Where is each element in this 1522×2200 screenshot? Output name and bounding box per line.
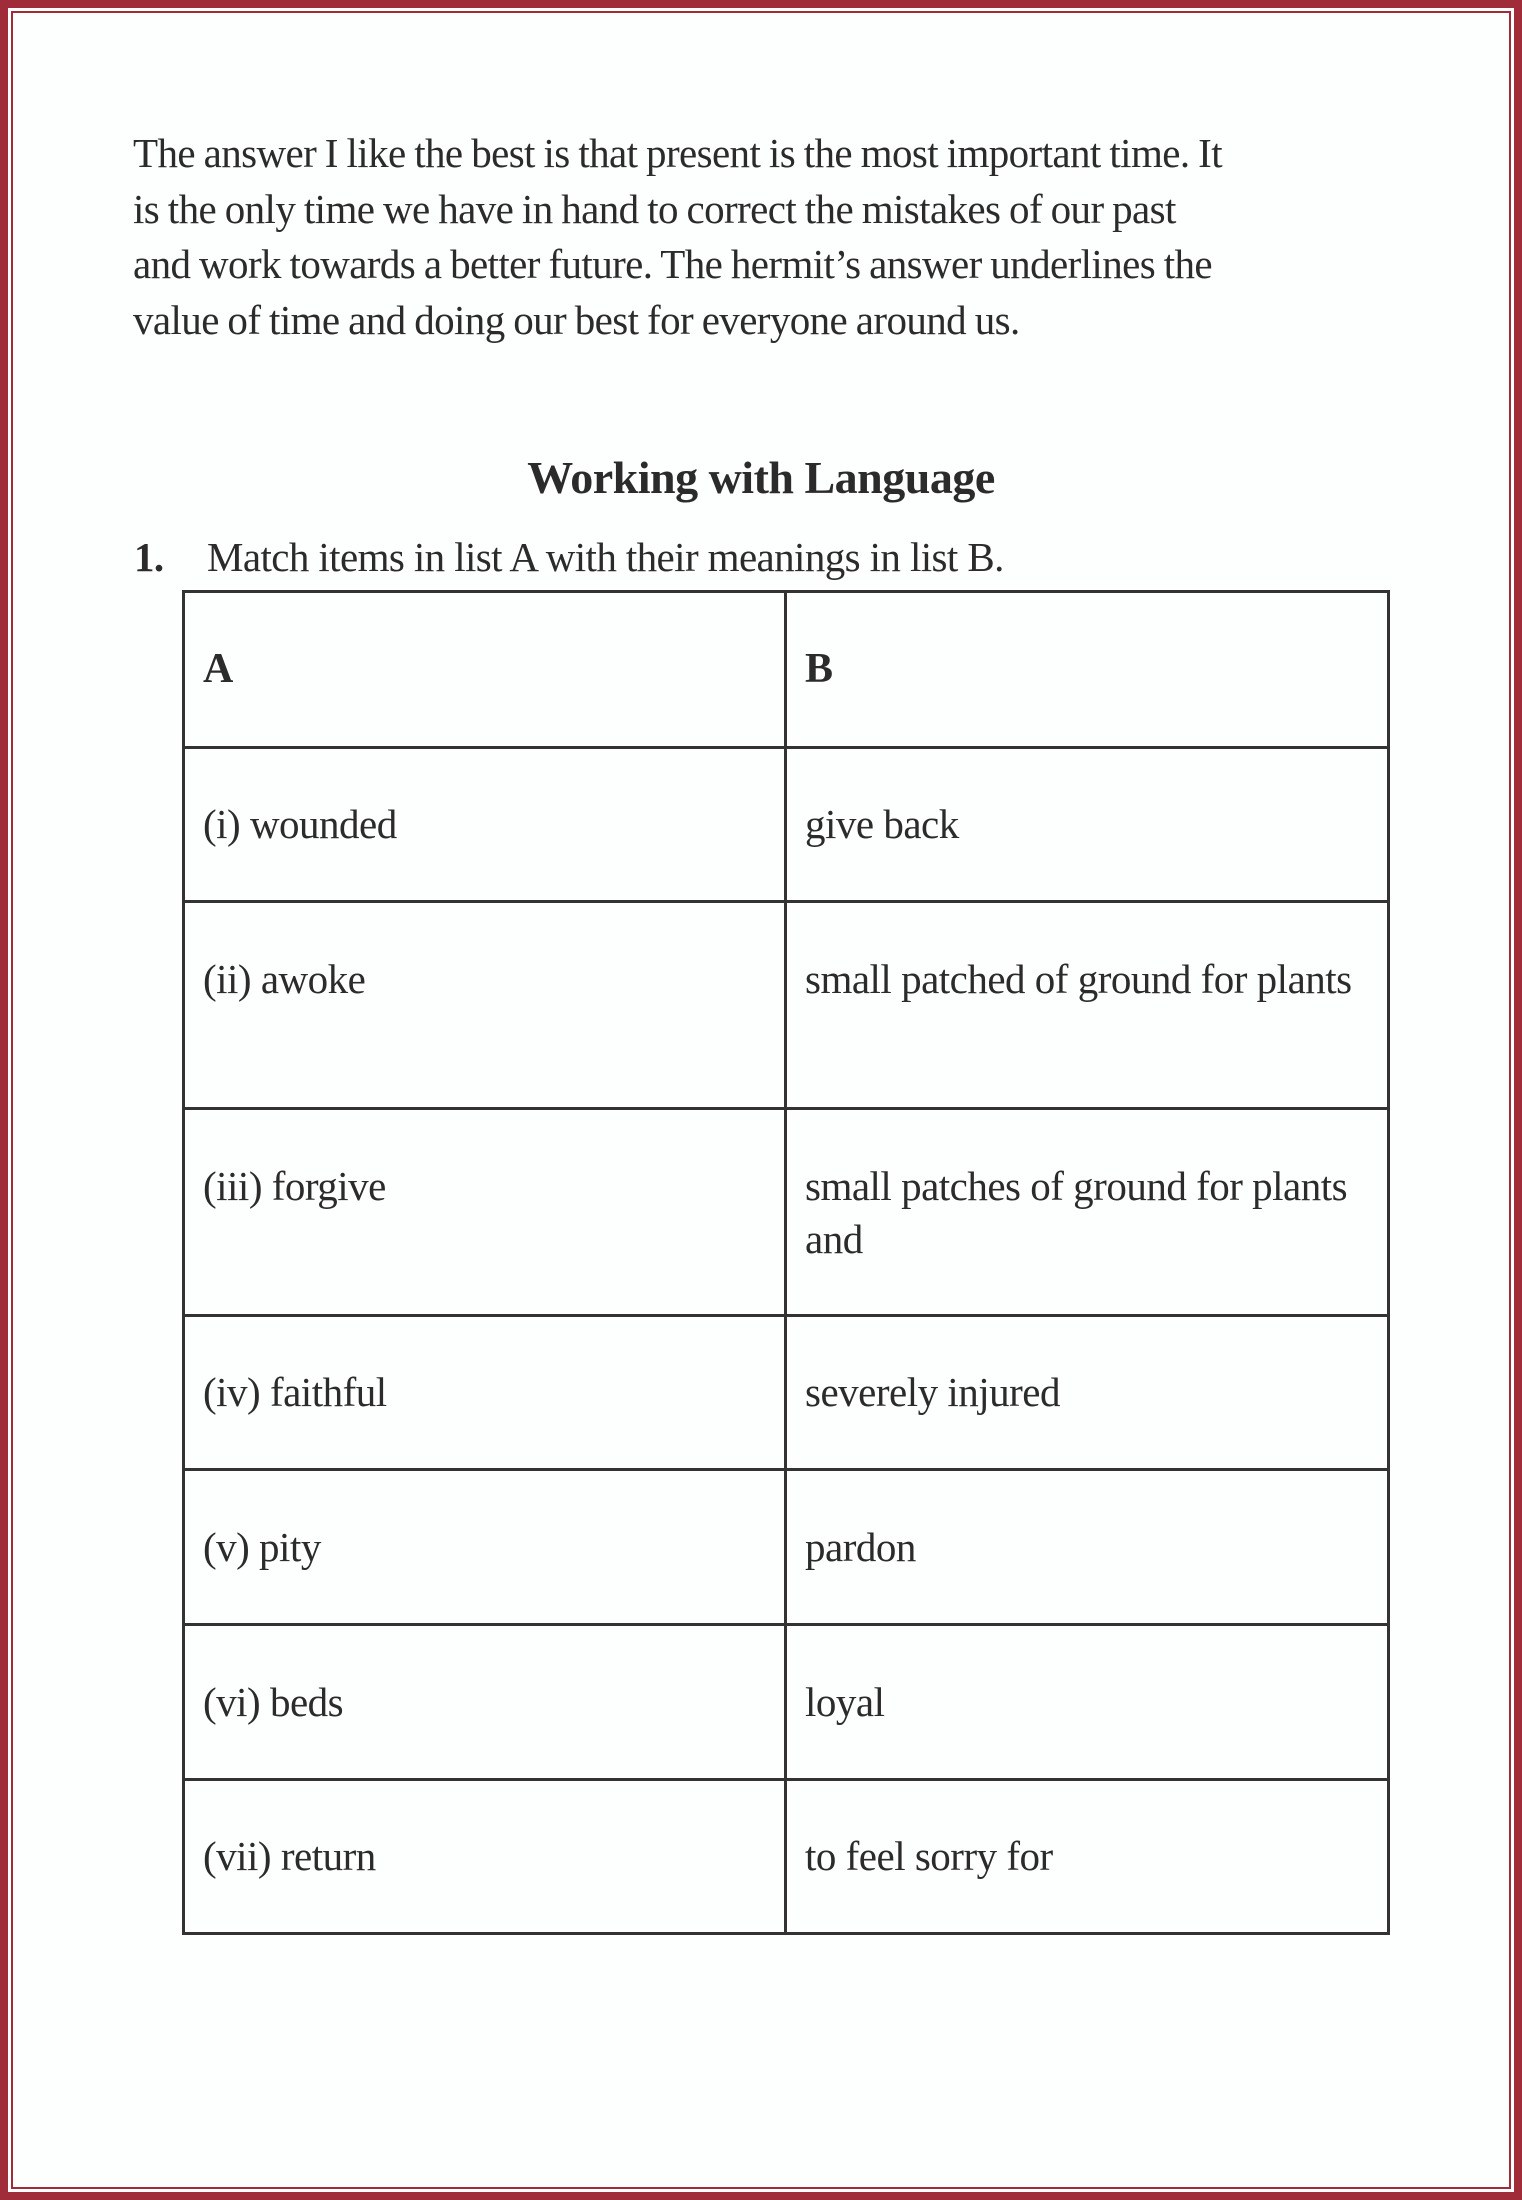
list-a-item: (vii) return — [184, 1780, 786, 1934]
table-row — [184, 1470, 1389, 1625]
question-text: Match items in list A with their meanings in list B. — [207, 534, 1004, 580]
question-number: 1. — [134, 534, 164, 580]
table-row — [184, 902, 1389, 1109]
table-row — [184, 748, 1389, 902]
column-header-b: B — [786, 592, 1389, 748]
match-table — [182, 590, 1390, 1935]
list-a-item: (v) pity — [184, 1470, 786, 1625]
list-b-item: small patched of ground for plants — [786, 902, 1389, 1109]
list-a-item: (i) wounded — [184, 748, 786, 902]
list-a-item: (ii) awoke — [184, 902, 786, 1109]
table-row — [184, 1625, 1389, 1780]
question-1 — [134, 532, 1004, 582]
paragraph-line: and work towards a better future. The hermit’s answer underlines the — [133, 241, 1213, 287]
paragraph-line: The answer I like the best is that present is the most important time. It — [133, 130, 1222, 176]
list-b-item: give back — [786, 748, 1389, 902]
paragraph-line: value of time and doing our best for everyone around us. — [133, 296, 1020, 343]
list-b-item: pardon — [786, 1470, 1389, 1625]
answer-paragraph — [133, 126, 1373, 348]
list-b-item: small patches of ground for plants and — [786, 1109, 1389, 1316]
table-header-row — [184, 592, 1389, 748]
table-row — [184, 1316, 1389, 1470]
section-heading-text: Working with Language — [527, 452, 995, 503]
paragraph-line: is the only time we have in hand to correct the mistakes of our past — [133, 185, 1176, 232]
list-a-item: (iii) forgive — [184, 1109, 786, 1316]
list-a-item: (vi) beds — [184, 1625, 786, 1780]
table-row — [184, 1780, 1389, 1934]
list-b-item: severely injured — [786, 1316, 1389, 1470]
list-b-item: to feel sorry for — [786, 1780, 1389, 1934]
column-header-a: A — [184, 592, 786, 748]
section-heading — [0, 450, 1522, 506]
list-a-item: (iv) faithful — [184, 1316, 786, 1470]
table-row — [184, 1109, 1389, 1316]
list-b-item: loyal — [786, 1625, 1389, 1780]
